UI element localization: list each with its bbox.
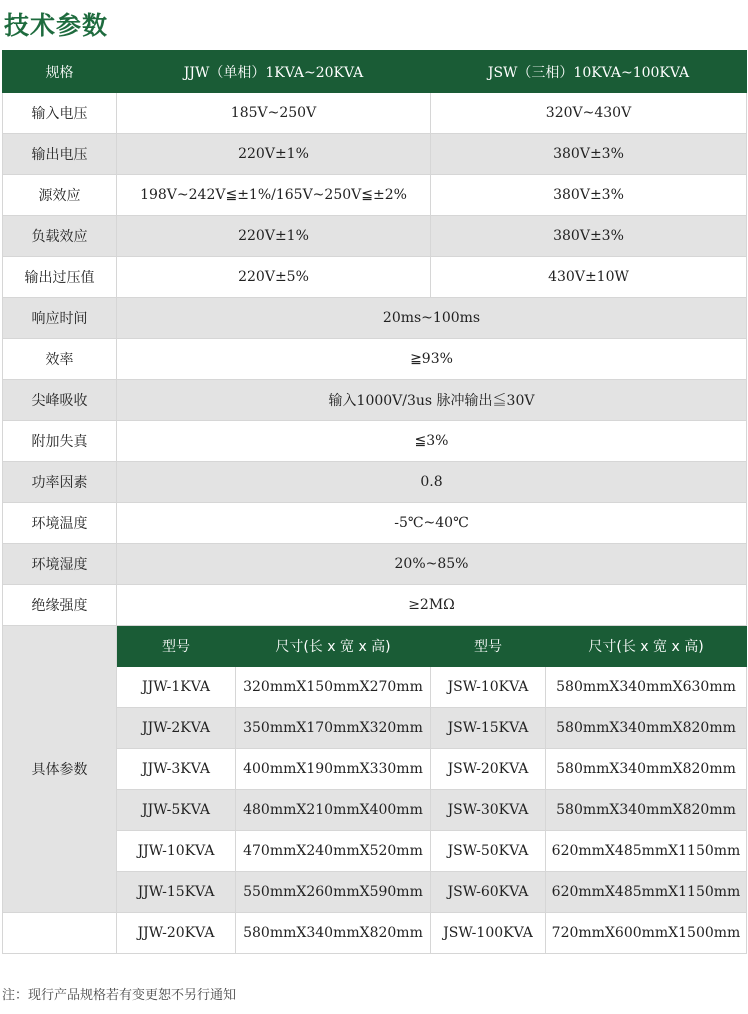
table-row	[3, 298, 747, 339]
header-jjw: JJW（单相）1KVA~20KVA	[117, 51, 431, 93]
row-label: 输出过压值	[3, 257, 117, 298]
table-row	[3, 380, 747, 421]
row-label: 尖峰吸收	[3, 380, 117, 421]
merged-value: 20ms~100ms	[117, 298, 747, 339]
row-label: 输入电压	[3, 93, 117, 134]
header-jsw: JSW（三相）10KVA~100KVA	[431, 51, 747, 93]
jjw-model: JJW-10KVA	[117, 831, 236, 872]
jjw-size: 350mmX170mmX320mm	[236, 708, 431, 749]
merged-value: ≦3%	[117, 421, 747, 462]
jsw-value: 380V±3%	[431, 216, 747, 257]
jsw-value: 320V~430V	[431, 93, 747, 134]
subheader-size-jjw: 尺寸(长 x 宽 x 高)	[236, 626, 431, 667]
jsw-size: 580mmX340mmX820mm	[546, 708, 747, 749]
row-label: 环境温度	[3, 503, 117, 544]
merged-value: 0.8	[117, 462, 747, 503]
row-label: 效率	[3, 339, 117, 380]
spec-label: 具体参数	[3, 626, 117, 913]
jsw-size: 580mmX340mmX820mm	[546, 749, 747, 790]
table-row	[3, 339, 747, 380]
jjw-size: 550mmX260mmX590mm	[236, 872, 431, 913]
jsw-size: 580mmX340mmX820mm	[546, 790, 747, 831]
jsw-model: JSW-15KVA	[431, 708, 546, 749]
row-label: 负载效应	[3, 216, 117, 257]
jsw-model: JSW-10KVA	[431, 667, 546, 708]
table-row	[3, 421, 747, 462]
jjw-model: JJW-15KVA	[117, 872, 236, 913]
jsw-model: JSW-60KVA	[431, 872, 546, 913]
jsw-value: 380V±3%	[431, 134, 747, 175]
merged-value: -5℃~40℃	[117, 503, 747, 544]
table-row	[3, 913, 747, 954]
jsw-size: 720mmX600mmX1500mm	[546, 913, 747, 954]
row-label: 绝缘强度	[3, 585, 117, 626]
jjw-model: JJW-2KVA	[117, 708, 236, 749]
footnote: 注：现行产品规格若有变更恕不另行通知	[2, 988, 237, 1003]
jsw-model: JSW-20KVA	[431, 749, 546, 790]
table-row	[3, 257, 747, 298]
jjw-value: 220V±1%	[117, 216, 431, 257]
jsw-size: 580mmX340mmX630mm	[546, 667, 747, 708]
table-row	[3, 175, 747, 216]
spec-table	[2, 50, 747, 954]
subheader-model-jsw: 型号	[431, 626, 546, 667]
jsw-value: 430V±10W	[431, 257, 747, 298]
table-row	[3, 216, 747, 257]
jjw-model: JJW-20KVA	[117, 913, 236, 954]
row-label: 功率因素	[3, 462, 117, 503]
jjw-size: 580mmX340mmX820mm	[236, 913, 431, 954]
row-label: 输出电压	[3, 134, 117, 175]
jjw-size: 480mmX210mmX400mm	[236, 790, 431, 831]
table-row	[3, 503, 747, 544]
jjw-value: 185V~250V	[117, 93, 431, 134]
jjw-model: JJW-5KVA	[117, 790, 236, 831]
row-label: 环境湿度	[3, 544, 117, 585]
row-label: 响应时间	[3, 298, 117, 339]
jsw-model: JSW-100KVA	[431, 913, 546, 954]
header-spec: 规格	[3, 51, 117, 93]
row-label: 源效应	[3, 175, 117, 216]
jjw-value: 220V±5%	[117, 257, 431, 298]
table-row	[3, 93, 747, 134]
empty-label-cell	[3, 913, 117, 954]
row-label: 附加失真	[3, 421, 117, 462]
table-header-row	[3, 51, 747, 93]
jjw-value: 198V~242V≦±1%/165V~250V≦±2%	[117, 175, 431, 216]
jjw-model: JJW-1KVA	[117, 667, 236, 708]
jjw-model: JJW-3KVA	[117, 749, 236, 790]
jsw-model: JSW-50KVA	[431, 831, 546, 872]
page-title: 技术参数	[4, 11, 109, 40]
jjw-size: 470mmX240mmX520mm	[236, 831, 431, 872]
jsw-value: 380V±3%	[431, 175, 747, 216]
merged-value: ≥2MΩ	[117, 585, 747, 626]
merged-value: ≧93%	[117, 339, 747, 380]
table-row	[3, 134, 747, 175]
table-row	[3, 462, 747, 503]
table-row	[3, 585, 747, 626]
merged-value: 20%~85%	[117, 544, 747, 585]
jjw-value: 220V±1%	[117, 134, 431, 175]
jjw-size: 320mmX150mmX270mm	[236, 667, 431, 708]
subheader-size-jsw: 尺寸(长 x 宽 x 高)	[546, 626, 747, 667]
jjw-size: 400mmX190mmX330mm	[236, 749, 431, 790]
jsw-model: JSW-30KVA	[431, 790, 546, 831]
jsw-size: 620mmX485mmX1150mm	[546, 831, 747, 872]
spec-subheader-row	[3, 626, 747, 667]
jsw-size: 620mmX485mmX1150mm	[546, 872, 747, 913]
table-row	[3, 544, 747, 585]
subheader-model-jjw: 型号	[117, 626, 236, 667]
merged-value: 输入1000V/3us 脉冲输出≦30V	[117, 380, 747, 421]
